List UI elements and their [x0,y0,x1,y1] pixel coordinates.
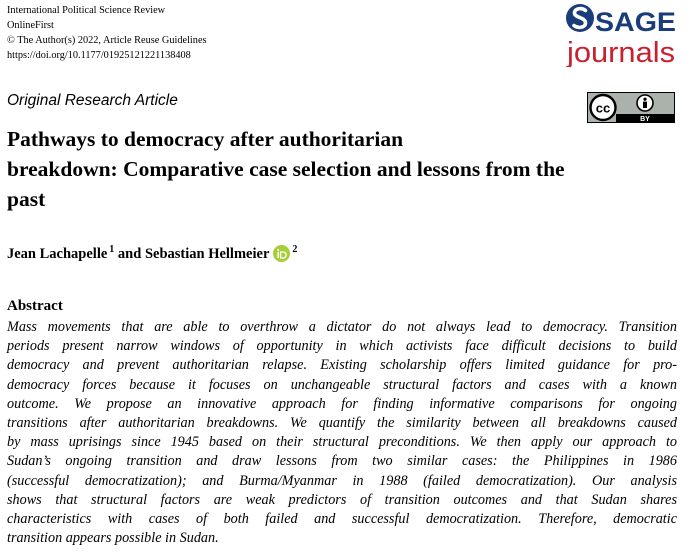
article-title [7,124,667,214]
author-name[interactable]: Jean Lachapelle [7,246,108,262]
abstract-line: by mass uprisings since 1945 based on their structural preconditions. We then apply our approach to [7,434,677,451]
title-line: past [7,187,46,211]
abstract-line: periods present narrow windows of opportunity in which activists face difficult decisions to build [7,338,677,355]
publication-status: OnlineFirst [7,20,54,31]
cc-icon-label: cc [595,100,611,116]
sage-journals-logo[interactable] [566,1,678,67]
affiliation-marker[interactable]: 1 [109,244,115,255]
abstract-body [7,318,677,548]
abstract-line: transitions after authoritarian breakdowns. We quantify the similarity between all breakdowns caused [7,415,677,432]
abstract-line: Sudan’s ongoing transition and draw lessons from two similar cases: the Philippines in 1986 [7,453,677,470]
abstract-line: Mass movements that are able to overthrow a dictator do not always lead to democracy. Transition [7,319,677,335]
author-name[interactable]: Sebastian Hellmeier [144,246,270,262]
title-line: Pathways to democracy after authoritarian [7,127,404,151]
abstract-line: transition appears possible in Sudan. [7,530,219,547]
abstract-line: outcome. We propose an innovative approach for finding informative comparisons for ongoing [7,395,677,412]
license-by-label: BY [640,116,650,123]
abstract-line: democracy and prevent authoritarian relapse. Existing scholarship offers limited guidance for pro- [7,357,677,374]
abstract-line: democracy forces because it focuses on unchangeable structural factors and cases with a known [7,376,677,393]
sage-s-icon [566,4,594,32]
doi-link[interactable]: https://doi.org/10.1177/01925121221138408 [7,50,191,61]
cc-icon [591,95,616,120]
abstract-line: (successful democratization); and Burma/Myanmar in 1988 (failed democratization). Our analysis [7,472,677,489]
copyright-link[interactable]: © The Author(s) 2022, Article Reuse Guidelines [7,35,207,46]
affiliation-marker[interactable]: 2 [292,244,298,255]
abstract-line: shows that structural factors are weak predictors of transition outcomes and that Sudan shares [7,491,677,508]
attribution-person-icon [637,95,653,111]
article-type: Original Research Article [7,92,178,109]
journal-name: International Political Science Review [7,5,166,16]
journal-meta [7,3,207,63]
abstract-line: characteristics with cases of both failed and successful democratization. Therefore, democratic [7,511,677,528]
author-connector: and [114,246,145,262]
orcid-icon[interactable] [273,245,290,262]
title-line: breakdown: Comparative case selection and lessons from the [7,157,565,181]
logo-subtitle: journals [566,37,675,67]
abstract-heading: Abstract [7,298,63,314]
cc-by-license-badge[interactable] [587,92,675,123]
author-list [7,244,297,263]
logo-wordmark: SAGE [595,7,676,37]
